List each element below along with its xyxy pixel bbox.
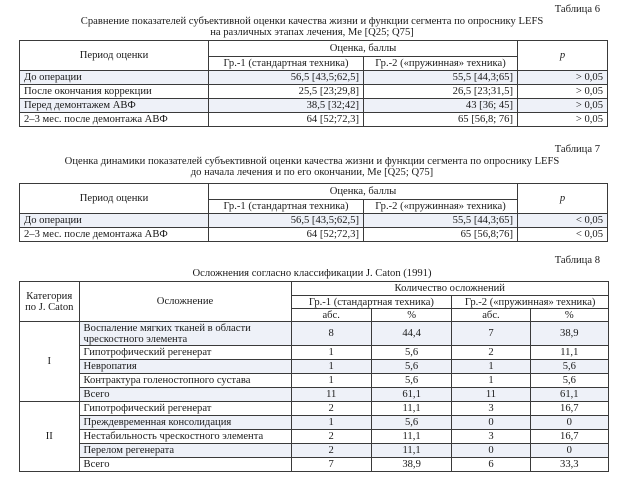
- t6-p: > 0,05: [518, 85, 608, 99]
- t7-head-p: p: [518, 184, 608, 214]
- t7-g2: 55,5 [44,3;65]: [364, 214, 518, 228]
- table-row: [20, 71, 608, 85]
- t8-abs: 2: [291, 402, 371, 416]
- t8-pct: 44,4: [371, 322, 451, 346]
- t8-abs: 2: [291, 444, 371, 458]
- t8-pct: 5,6: [371, 416, 451, 430]
- t8-pct: 0: [530, 416, 608, 430]
- t8-complication: Контрактура голеностопного сустава: [79, 374, 291, 388]
- table-row: [20, 388, 609, 402]
- t6-head-group2: Гр.-2 («пружинная» техника): [364, 57, 518, 71]
- t8-pct: 61,1: [530, 388, 608, 402]
- t6-g1: 64 [52;72,3]: [209, 113, 364, 127]
- t8-complication: Гипотрофический регенерат: [79, 346, 291, 360]
- t8-head-group1: Гр.-1 (стандартная техника): [291, 296, 452, 309]
- t6-head-period: Период оценки: [20, 41, 209, 71]
- table-row: [20, 99, 608, 113]
- table-6: [19, 40, 608, 127]
- t8-abs: 0: [452, 444, 530, 458]
- t6-g2: 43 [36; 45]: [364, 99, 518, 113]
- table-8: [19, 281, 609, 472]
- table-7-label: Таблица 7: [554, 144, 600, 155]
- t8-complication: Воспаление мягких тканей в области чрескостного элемента: [79, 322, 291, 346]
- t8-pct: 11,1: [371, 444, 451, 458]
- t8-head-pct: %: [530, 309, 608, 322]
- t6-g1: 56,5 [43,5;62,5]: [209, 71, 364, 85]
- t8-complication: Всего: [79, 388, 291, 402]
- table-6-label: Таблица 6: [554, 4, 600, 15]
- table-row: [20, 444, 609, 458]
- t6-g2: 26,5 [23;31,5]: [364, 85, 518, 99]
- t8-pct: 5,6: [371, 374, 451, 388]
- table-row: [20, 346, 609, 360]
- t7-g1: 64 [52;72,3]: [209, 228, 364, 242]
- t8-pct: 5,6: [371, 360, 451, 374]
- t6-p: > 0,05: [518, 99, 608, 113]
- t8-abs: 8: [291, 322, 371, 346]
- t8-abs: 1: [291, 374, 371, 388]
- t8-complication: Нестабильность чрескостного элемента: [79, 430, 291, 444]
- table-row: [20, 228, 608, 242]
- t8-complication: Перелом регенерата: [79, 444, 291, 458]
- table-6-caption-line2: на различных этапах лечения, Me [Q25; Q75]: [210, 27, 414, 38]
- t7-p: < 0,05: [518, 214, 608, 228]
- t6-p: > 0,05: [518, 113, 608, 127]
- t7-head-period: Период оценки: [20, 184, 209, 214]
- table-row: [20, 402, 609, 416]
- t7-g1: 56,5 [43,5;62,5]: [209, 214, 364, 228]
- t7-period: 2–3 мес. после демонтажа АВФ: [20, 228, 209, 242]
- t6-p: > 0,05: [518, 71, 608, 85]
- t8-pct: 5,6: [530, 374, 608, 388]
- t8-category-I: I: [20, 322, 80, 402]
- table-row: [20, 430, 609, 444]
- t8-complication: Преждевременная консолидация: [79, 416, 291, 430]
- t8-complication: Невропатия: [79, 360, 291, 374]
- table-row: [20, 214, 608, 228]
- t8-pct: 33,3: [530, 458, 608, 472]
- t8-pct: 38,9: [371, 458, 451, 472]
- table-8-caption: Осложнения согласно классификации J. Caton (1991): [192, 268, 432, 279]
- table-row: [20, 360, 609, 374]
- t8-complication: Всего: [79, 458, 291, 472]
- t8-abs: 7: [452, 322, 530, 346]
- table-row: [20, 374, 609, 388]
- t8-head-category-line1: Категория: [26, 290, 73, 302]
- t6-period: До операции: [20, 71, 209, 85]
- t6-g2: 55,5 [44,3;65]: [364, 71, 518, 85]
- t7-head-group1: Гр.-1 (стандартная техника): [209, 200, 364, 214]
- t8-pct: 5,6: [371, 346, 451, 360]
- table-row: [20, 322, 609, 346]
- t8-head-count: Количество осложнений: [291, 282, 609, 296]
- table-7-caption-line1: Оценка динамики показателей субъективной оценки качества жизни и функции сегмента по опроснику LEFS: [64, 156, 560, 167]
- t8-abs: 1: [291, 360, 371, 374]
- t6-head-p: p: [518, 41, 608, 71]
- table-row: [20, 458, 609, 472]
- t8-pct: 61,1: [371, 388, 451, 402]
- t6-head-score: Оценка, баллы: [209, 41, 518, 57]
- t6-period: После окончания коррекции: [20, 85, 209, 99]
- t7-head-group2: Гр.-2 («пружинная» техника): [364, 200, 518, 214]
- t8-head-abs: абс.: [291, 309, 371, 322]
- t6-period: 2–3 мес. после демонтажа АВФ: [20, 113, 209, 127]
- t8-head-complication: Осложнение: [79, 282, 291, 322]
- t8-abs: 1: [291, 416, 371, 430]
- t8-pct: 11,1: [530, 346, 608, 360]
- t7-p: < 0,05: [518, 228, 608, 242]
- table-7: [19, 183, 608, 242]
- t8-pct: 38,9: [530, 322, 608, 346]
- t8-complication: Гипотрофический регенерат: [79, 402, 291, 416]
- t8-abs: 11: [291, 388, 371, 402]
- t8-abs: 11: [452, 388, 530, 402]
- t8-head-category-line2: по J. Caton: [25, 301, 74, 313]
- t6-period: Перед демонтажем АВФ: [20, 99, 209, 113]
- t8-abs: 6: [452, 458, 530, 472]
- t8-pct: 11,1: [371, 402, 451, 416]
- t7-g2: 65 [56,8;76]: [364, 228, 518, 242]
- t7-period: До операции: [20, 214, 209, 228]
- t8-head-group2: Гр.-2 («пружинная» техника): [452, 296, 609, 309]
- table-row: [20, 113, 608, 127]
- t8-pct: 0: [530, 444, 608, 458]
- t8-abs: 2: [291, 430, 371, 444]
- table-row: [20, 85, 608, 99]
- table-8-label: Таблица 8: [554, 255, 600, 266]
- t8-abs: 2: [452, 346, 530, 360]
- t7-head-score: Оценка, баллы: [209, 184, 518, 200]
- t6-head-group1: Гр.-1 (стандартная техника): [209, 57, 364, 71]
- t6-g1: 25,5 [23;29,8]: [209, 85, 364, 99]
- t8-pct: 5,6: [530, 360, 608, 374]
- table-row: [20, 416, 609, 430]
- t8-abs: 3: [452, 430, 530, 444]
- table-7-caption-line2: до начала лечения и по его окончании, Me [Q25; Q75]: [190, 167, 434, 178]
- t6-g2: 65 [56,8; 76]: [364, 113, 518, 127]
- table-6-caption-line1: Сравнение показателей субъективной оценки качества жизни и функции сегмента по опроснику LEFS: [80, 16, 544, 27]
- t8-pct: 16,7: [530, 430, 608, 444]
- t8-abs: 0: [452, 416, 530, 430]
- t8-abs: 7: [291, 458, 371, 472]
- t8-category-II: II: [20, 402, 80, 472]
- t8-pct: 16,7: [530, 402, 608, 416]
- t8-head-pct: %: [371, 309, 451, 322]
- t8-abs: 1: [291, 346, 371, 360]
- t6-g1: 38,5 [32;42]: [209, 99, 364, 113]
- t8-abs: 1: [452, 374, 530, 388]
- t8-head-abs: абс.: [452, 309, 530, 322]
- t8-abs: 3: [452, 402, 530, 416]
- t8-head-category: [20, 282, 80, 322]
- t8-abs: 1: [452, 360, 530, 374]
- t8-pct: 11,1: [371, 430, 451, 444]
